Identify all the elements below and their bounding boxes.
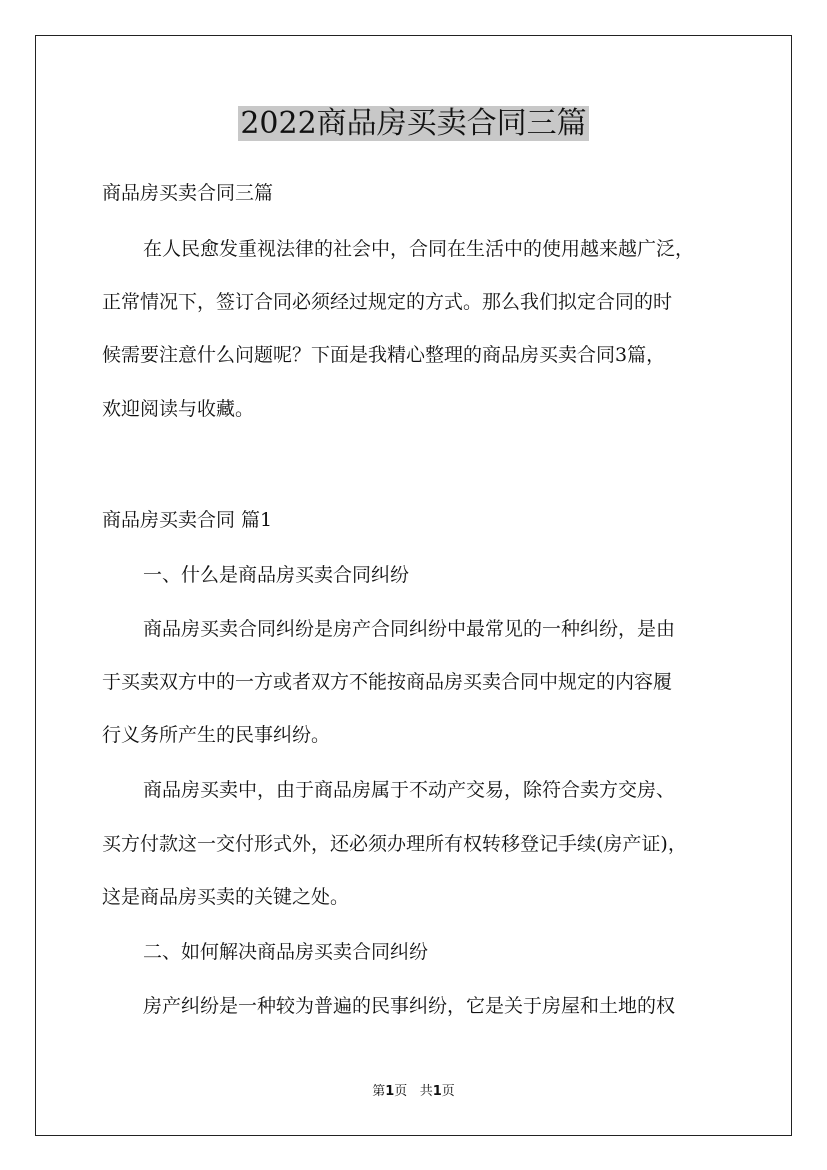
subsection-heading: 二、如何解决商品房买卖合同纠纷 <box>143 941 429 963</box>
footer-total-prefix: 共 <box>419 1084 433 1099</box>
document-title <box>0 103 827 145</box>
footer-total-suffix: 页 <box>441 1084 455 1099</box>
subsection-heading: 一、什么是商品房买卖合同纠纷 <box>143 564 410 586</box>
footer-total-number: 1 <box>432 1084 442 1099</box>
paragraph-line: 行义务所产生的民事纠纷。 <box>102 724 331 746</box>
paragraph-line: 商品房买卖合同纠纷是房产合同纠纷中最常见的一种纠纷，是由 <box>143 618 676 640</box>
paragraph-line: 房产纠纷是一种较为普遍的民事纠纷，它是关于房屋和土地的权 <box>143 995 676 1017</box>
footer-page-number: 1 <box>385 1084 395 1099</box>
section-heading: 商品房买卖合同 篇1 <box>102 509 273 531</box>
document-title-text: 2022商品房买卖合同三篇 <box>240 106 587 141</box>
page-footer <box>0 1083 827 1101</box>
paragraph-line: 这是商品房买卖的关键之处。 <box>102 886 350 908</box>
paragraph-line: 商品房买卖中，由于商品房属于不动产交易，除符合卖方交房、 <box>143 779 676 801</box>
paragraph-line: 欢迎阅读与收藏。 <box>102 398 255 420</box>
paragraph-line: 买方付款这一交付形式外，还必须办理所有权转移登记手续(房产证)， <box>102 833 687 855</box>
footer-page-suffix: 页 <box>394 1084 408 1099</box>
footer-page-prefix: 第 <box>372 1084 386 1099</box>
paragraph-line: 正常情况下，签订合同必须经过规定的方式。那么我们拟定合同的时 <box>102 291 673 313</box>
paragraph-line: 于买卖双方中的一方或者双方不能按商品房买卖合同中规定的内容履 <box>102 671 673 693</box>
paragraph-line: 在人民愈发重视法律的社会中，合同在生活中的使用越来越广泛， <box>143 238 695 260</box>
subtitle-line: 商品房买卖合同三篇 <box>102 182 274 204</box>
paragraph-line: 候需要注意什么问题呢？下面是我精心整理的商品房买卖合同3篇， <box>102 344 666 366</box>
